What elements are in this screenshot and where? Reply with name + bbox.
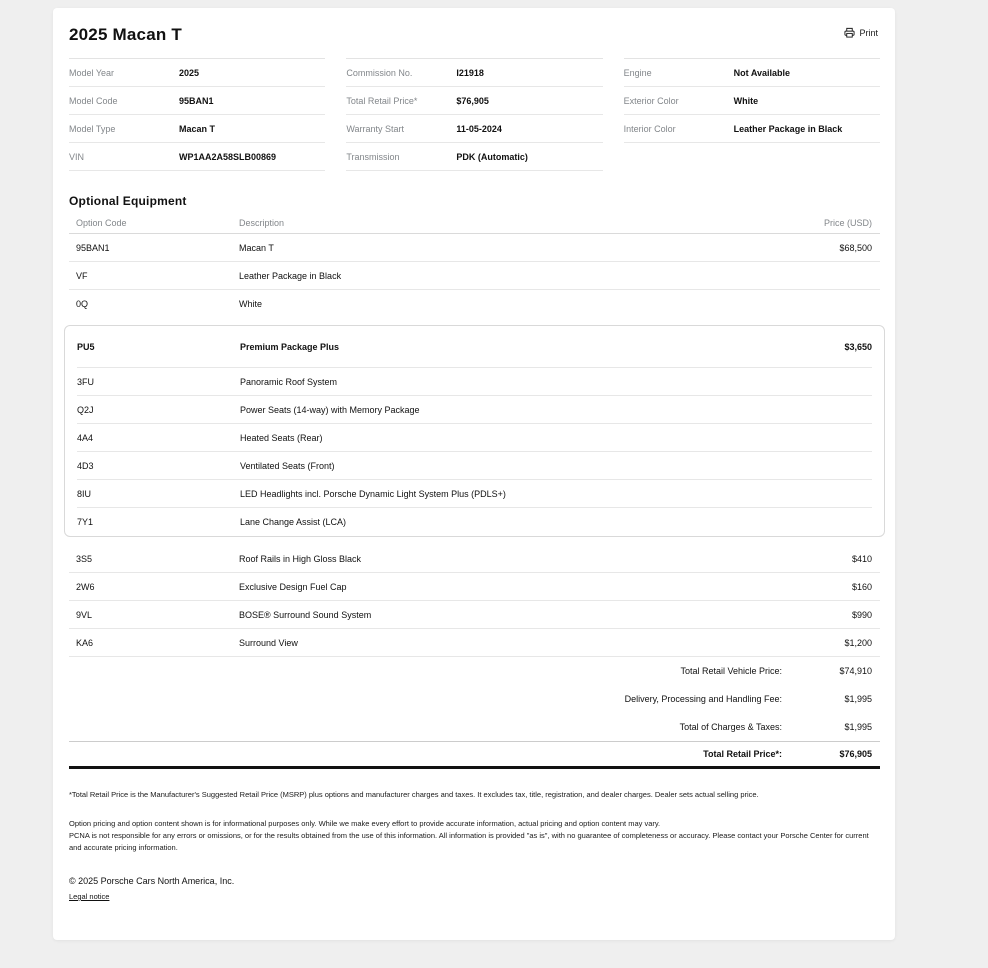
detail-label: Exterior Color (623, 95, 679, 106)
detail-value: Leather Package in Black (733, 123, 843, 134)
package-item-row (77, 508, 872, 536)
total-value: $74,910 (839, 666, 872, 676)
option-description: LED Headlights incl. Porsche Dynamic Light System Plus (PDLS+) (240, 488, 506, 499)
detail-row (69, 115, 325, 143)
detail-value: I21918 (456, 67, 484, 78)
option-code: 2W6 (76, 581, 95, 592)
option-description: Surround View (239, 637, 298, 648)
option-code: KA6 (76, 637, 94, 648)
details-column-3 (624, 58, 880, 171)
package-item-row (77, 424, 872, 452)
legal-notice-link[interactable]: Legal notice (69, 892, 110, 901)
equipment-row (69, 262, 880, 290)
option-code: 3S5 (76, 553, 93, 564)
detail-value: 11-05-2024 (456, 123, 502, 134)
package-header-row (77, 326, 872, 368)
vehicle-details-grid (69, 58, 880, 171)
option-code: 95BAN1 (76, 242, 110, 253)
option-description: Ventilated Seats (Front) (240, 460, 335, 471)
page-title: 2025 Macan T (69, 25, 182, 44)
detail-row (69, 143, 325, 171)
detail-row (69, 59, 325, 87)
detail-label: VIN (69, 151, 85, 162)
detail-row (346, 59, 602, 87)
disclaimer-footnote (69, 818, 880, 854)
option-description: Roof Rails in High Gloss Black (239, 553, 362, 564)
detail-label: Model Code (69, 95, 118, 106)
equipment-row (69, 545, 880, 573)
detail-row (346, 115, 602, 143)
option-code: Q2J (77, 404, 94, 415)
detail-row (624, 87, 880, 115)
total-row (69, 713, 880, 741)
option-code: 8IU (77, 488, 92, 499)
option-price: $160 (851, 581, 872, 592)
option-price: $410 (851, 553, 872, 564)
grand-total-value: $76,905 (839, 749, 872, 759)
printer-icon (844, 27, 855, 38)
print-button[interactable] (842, 23, 880, 42)
equipment-row (69, 629, 880, 657)
detail-label: Model Year (69, 67, 115, 78)
package-item-row (77, 452, 872, 480)
total-row (69, 685, 880, 713)
disclaimer-line-1: Option pricing and option content shown is for informational purposes only. While we make every effort to provide accurate information, actual pricing and option content may vary. (69, 819, 661, 828)
equipment-row (69, 234, 880, 262)
header-option-code: Option Code (76, 217, 127, 228)
option-description: Power Seats (14-way) with Memory Package (240, 404, 420, 415)
option-description: Panoramic Roof System (240, 376, 338, 387)
option-code: 9VL (76, 609, 93, 620)
option-price: $1,200 (844, 637, 872, 648)
package-item-row (77, 480, 872, 508)
option-code: 0Q (76, 299, 89, 309)
total-label: Total of Charges & Taxes: (679, 722, 782, 732)
package-item-row (77, 396, 872, 424)
header-price: Price (USD) (823, 217, 872, 228)
equipment-row (69, 290, 880, 318)
option-code: 4A4 (77, 432, 94, 443)
detail-row (346, 87, 602, 115)
option-description: Premium Package Plus (240, 341, 340, 352)
option-code: 4D3 (77, 460, 94, 471)
detail-label: Total Retail Price* (346, 95, 418, 106)
option-price: $3,650 (844, 341, 872, 352)
detail-row (346, 143, 602, 171)
detail-label: Engine (623, 67, 652, 78)
total-value: $1,995 (844, 694, 872, 704)
option-code: PU5 (77, 341, 95, 352)
equipment-rows-before-package (69, 234, 880, 318)
option-description: Macan T (239, 242, 274, 253)
option-description: Leather Package in Black (239, 270, 342, 281)
detail-label: Interior Color (623, 123, 676, 134)
option-description: Exclusive Design Fuel Cap (239, 581, 347, 592)
detail-value: 95BAN1 (179, 95, 214, 106)
option-price: $990 (851, 609, 872, 620)
option-description: White (239, 299, 263, 309)
equipment-rows-after-package (69, 545, 880, 657)
detail-label: Transmission (346, 151, 400, 162)
grand-total-label: Total Retail Price*: (703, 749, 782, 759)
equipment-table-header (69, 212, 880, 234)
print-button-label: Print (859, 27, 878, 38)
option-price: $68,500 (839, 242, 872, 253)
option-description: BOSE® Surround Sound System (239, 609, 372, 620)
total-row (69, 657, 880, 685)
detail-label: Warranty Start (346, 123, 405, 134)
detail-value: PDK (Automatic) (456, 151, 528, 162)
detail-row (624, 59, 880, 87)
details-column-2 (346, 58, 602, 171)
page-header (69, 23, 880, 45)
detail-label: Commission No. (346, 67, 413, 78)
equipment-row (69, 573, 880, 601)
total-value: $1,995 (844, 722, 872, 732)
disclaimer-line-2: PCNA is not responsible for any errors or omissions, or for the results obtained from the use of this information. All information is provided "as is", with no guarantee of completeness or accuracy. Please contact your Porsche Center for current and accurate pricing information. (69, 831, 869, 852)
copyright-text: © 2025 Porsche Cars North America, Inc. (69, 876, 235, 886)
total-label: Delivery, Processing and Handling Fee: (624, 694, 782, 704)
optional-equipment-heading: Optional Equipment (69, 194, 187, 208)
option-code: 7Y1 (77, 517, 94, 527)
totals-section (69, 657, 880, 769)
equipment-row (69, 601, 880, 629)
detail-value: White (733, 95, 759, 106)
msrp-footnote: *Total Retail Price is the Manufacturer's Suggested Retail Price (MSRP) plus options and manufacturer charges and taxes. It excludes tax, title, registration, and dealer charges. Dealer sets actual selling price. (69, 790, 759, 799)
detail-value: Macan T (179, 123, 216, 134)
option-code: VF (76, 270, 88, 281)
detail-value: $76,905 (456, 95, 489, 106)
detail-label: Model Type (69, 123, 116, 134)
package-item-row (77, 368, 872, 396)
option-description: Heated Seats (Rear) (240, 432, 323, 443)
option-code: 3FU (77, 376, 95, 387)
detail-row (69, 87, 325, 115)
details-column-1 (69, 58, 325, 171)
total-label: Total Retail Vehicle Price: (680, 666, 782, 676)
detail-row (624, 115, 880, 143)
header-description: Description (239, 217, 285, 228)
detail-value: Not Available (733, 67, 791, 78)
detail-value: 2025 (179, 67, 200, 78)
grand-total-row (69, 741, 880, 769)
package-group-box (64, 325, 885, 537)
vehicle-summary-card (53, 8, 895, 940)
detail-value: WP1AA2A58SLB00869 (179, 151, 277, 162)
option-description: Lane Change Assist (LCA) (240, 517, 347, 527)
